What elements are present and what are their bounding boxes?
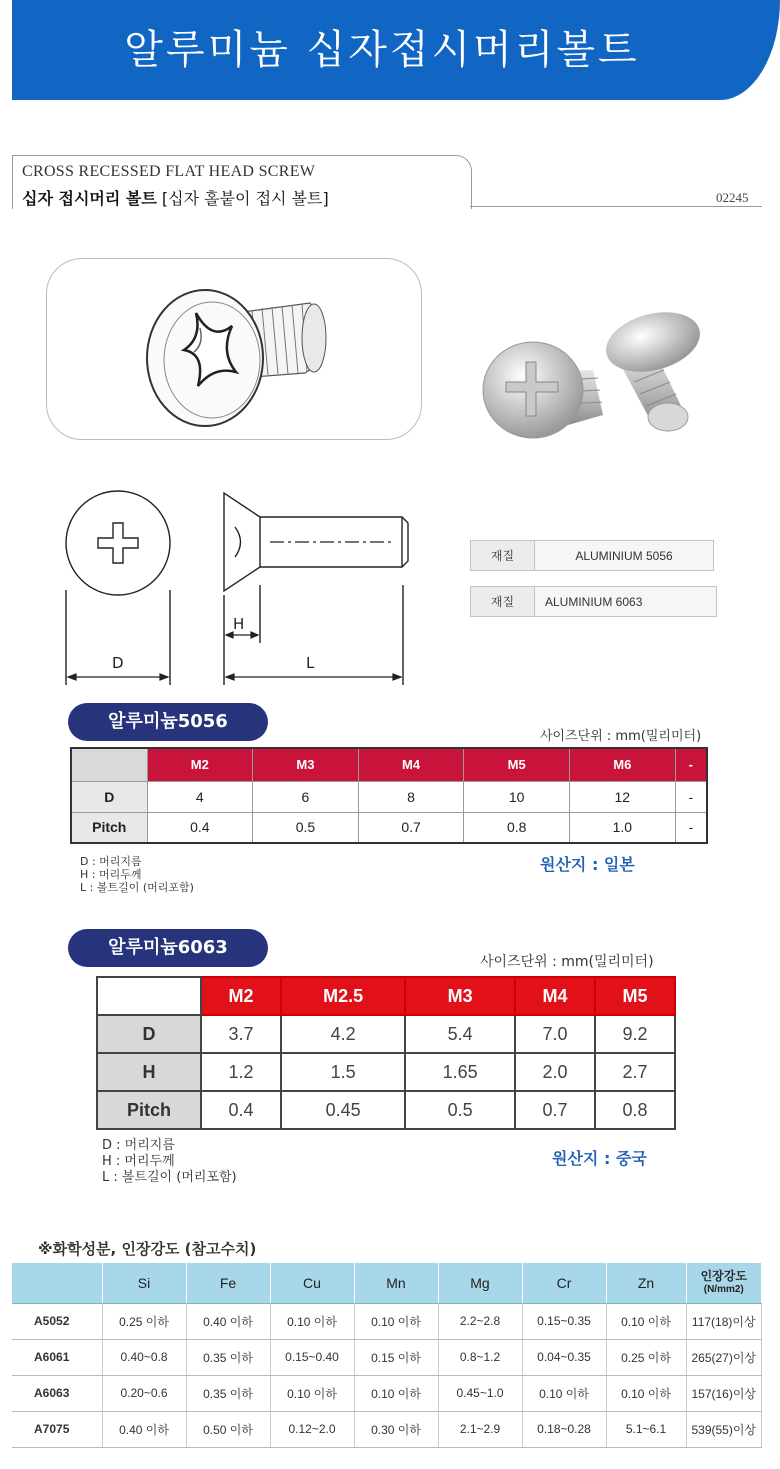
table-cell: 0.15~0.40 <box>270 1339 354 1375</box>
dimension-notes <box>80 855 194 894</box>
table-cell: 0.4 <box>147 812 253 843</box>
table-cell: 539(55)이상 <box>686 1411 762 1447</box>
material-row <box>471 541 714 571</box>
column-header: Fe <box>186 1263 270 1303</box>
row-header: H <box>97 1053 201 1091</box>
column-header: - <box>675 748 707 781</box>
section-label-5056: 알루미늄5056 <box>68 703 268 741</box>
table-cell: 0.04~0.35 <box>522 1339 606 1375</box>
table-row <box>12 1339 762 1375</box>
column-header: M6 <box>570 748 676 781</box>
table-row <box>71 781 707 812</box>
table-row <box>97 1091 675 1129</box>
chemistry-table <box>12 1263 762 1448</box>
table-cell: 0.20~0.6 <box>102 1375 186 1411</box>
table-cell: 5.4 <box>405 1015 515 1053</box>
column-header: Si <box>102 1263 186 1303</box>
product-name-korean-bold: 십자 접시머리 볼트 <box>22 189 157 208</box>
table-cell: 0.25 이하 <box>606 1339 686 1375</box>
section-label-6063: 알루미늄6063 <box>68 929 268 967</box>
table-cell: 7.0 <box>515 1015 595 1053</box>
column-header: Mn <box>354 1263 438 1303</box>
table-cell: 4 <box>147 781 253 812</box>
table-cell: 1.2 <box>201 1053 281 1091</box>
column-header: M3 <box>405 977 515 1015</box>
column-header: M2.5 <box>281 977 405 1015</box>
product-name-korean-sub: [십자 홀붙이 접시 볼트] <box>161 189 329 208</box>
note-line: H : 머리두께 <box>80 868 142 881</box>
table-cell: 0.10 이하 <box>270 1303 354 1339</box>
table-header-row <box>71 748 707 781</box>
table-cell: 157(16)이상 <box>686 1375 762 1411</box>
size-table-5056 <box>70 747 708 844</box>
size-unit-note: 사이즈단위 : mm(밀리미터) <box>540 729 702 744</box>
table-cell: 0.30 이하 <box>354 1411 438 1447</box>
product-name-korean <box>22 186 329 209</box>
dimension-label-h: H <box>233 615 245 633</box>
table-cell: 4.2 <box>281 1015 405 1053</box>
material-row <box>471 587 717 617</box>
note-line: L : 볼트길이 (머리포함) <box>80 881 194 894</box>
column-header-strength <box>686 1263 762 1303</box>
table-cell: 265(27)이상 <box>686 1339 762 1375</box>
table-cell: 0.15~0.35 <box>522 1303 606 1339</box>
origin-label: 원산지 : 일본 <box>540 855 635 874</box>
table-cell: 6 <box>253 781 359 812</box>
column-header: M5 <box>464 748 570 781</box>
column-header: M3 <box>253 748 359 781</box>
table-cell: 0.25 이하 <box>102 1303 186 1339</box>
table-cell: 0.15 이하 <box>354 1339 438 1375</box>
table-cell: 0.50 이하 <box>186 1411 270 1447</box>
table-row <box>71 812 707 843</box>
table-cell: 0.10 이하 <box>606 1375 686 1411</box>
table-cell: 0.5 <box>405 1091 515 1129</box>
material-key: 재질 <box>471 541 535 571</box>
table-cell: 0.10 이하 <box>606 1303 686 1339</box>
row-header: Pitch <box>71 812 147 843</box>
table-cell: 5.1~6.1 <box>606 1411 686 1447</box>
column-header: M2 <box>147 748 253 781</box>
table-cell: 0.10 이하 <box>354 1303 438 1339</box>
size-unit-note: 사이즈단위 : mm(밀리미터) <box>480 954 654 970</box>
table-cell: 0.8 <box>464 812 570 843</box>
table-cell: 1.5 <box>281 1053 405 1091</box>
table-row <box>12 1375 762 1411</box>
chemistry-title: ※화학성분, 인장강도 (참고수치) <box>38 1240 257 1258</box>
table-row <box>12 1411 762 1447</box>
table-cell: 0.8~1.2 <box>438 1339 522 1375</box>
row-header: A6063 <box>12 1375 102 1411</box>
table-cell: 0.10 이하 <box>522 1375 606 1411</box>
table-cell: 12 <box>570 781 676 812</box>
table-cell: 0.7 <box>358 812 464 843</box>
material-value: ALUMINIUM 6063 <box>535 587 717 617</box>
dimension-label-l: L <box>306 654 315 672</box>
table-cell: 0.5 <box>253 812 359 843</box>
table-cell: 2.7 <box>595 1053 675 1091</box>
table-cell: 0.35 이하 <box>186 1339 270 1375</box>
table-cell: 0.40 이하 <box>186 1303 270 1339</box>
table-corner <box>12 1263 102 1303</box>
table-cell: 0.7 <box>515 1091 595 1129</box>
screw-photo-image <box>478 300 728 450</box>
origin-label: 원산지 : 중국 <box>552 1149 647 1168</box>
table-cell: 9.2 <box>595 1015 675 1053</box>
strength-header: 인장강도 <box>700 1268 747 1283</box>
table-cell: 0.45~1.0 <box>438 1375 522 1411</box>
strength-unit: (N/mm2) <box>703 1283 744 1295</box>
table-cell: 8 <box>358 781 464 812</box>
table-cell: 0.40~0.8 <box>102 1339 186 1375</box>
table-cell: 0.10 이하 <box>270 1375 354 1411</box>
column-header: Zn <box>606 1263 686 1303</box>
table-cell: 0.10 이하 <box>354 1375 438 1411</box>
table-cell: 0.35 이하 <box>186 1375 270 1411</box>
note-line: H : 머리두께 <box>102 1154 175 1169</box>
page-title: 알루미늄 십자접시머리볼트 <box>124 27 640 73</box>
note-line: D : 머리지름 <box>102 1138 175 1153</box>
table-cell: 2.2~2.8 <box>438 1303 522 1339</box>
table-row <box>12 1303 762 1339</box>
column-header: M4 <box>515 977 595 1015</box>
table-cell: 0.18~0.28 <box>522 1411 606 1447</box>
row-header: A6061 <box>12 1339 102 1375</box>
note-line: L : 볼트길이 (머리포함) <box>102 1170 237 1185</box>
row-header: Pitch <box>97 1091 201 1129</box>
table-corner <box>71 748 147 781</box>
table-cell: 3.7 <box>201 1015 281 1053</box>
note-line: D : 머리지름 <box>80 855 142 868</box>
table-cell: - <box>675 812 707 843</box>
header-divider <box>470 206 762 208</box>
table-cell: - <box>675 781 707 812</box>
column-header: Cu <box>270 1263 354 1303</box>
column-header: M5 <box>595 977 675 1015</box>
material-value: ALUMINIUM 5056 <box>535 541 714 571</box>
dimension-label-d: D <box>112 654 124 672</box>
table-header-row <box>12 1263 762 1303</box>
product-code: 02245 <box>716 190 749 205</box>
table-corner <box>97 977 201 1015</box>
table-cell: 1.65 <box>405 1053 515 1091</box>
table-cell: 1.0 <box>570 812 676 843</box>
table-row <box>97 1053 675 1091</box>
material-key: 재질 <box>471 587 535 617</box>
table-cell: 0.12~2.0 <box>270 1411 354 1447</box>
screw-sketch-image <box>140 268 340 438</box>
table-cell: 2.1~2.9 <box>438 1411 522 1447</box>
column-header: Cr <box>522 1263 606 1303</box>
table-cell: 0.40 이하 <box>102 1411 186 1447</box>
product-name-english: CROSS RECESSED FLAT HEAD SCREW <box>22 163 316 180</box>
row-header: D <box>97 1015 201 1053</box>
column-header: M2 <box>201 977 281 1015</box>
material-table-2 <box>470 586 717 617</box>
column-header: M4 <box>358 748 464 781</box>
table-cell: 10 <box>464 781 570 812</box>
table-cell: 2.0 <box>515 1053 595 1091</box>
column-header: Mg <box>438 1263 522 1303</box>
dimension-notes <box>102 1138 237 1186</box>
table-cell: 0.4 <box>201 1091 281 1129</box>
table-row <box>97 1015 675 1053</box>
table-cell: 0.8 <box>595 1091 675 1129</box>
table-cell: 117(18)이상 <box>686 1303 762 1339</box>
row-header: A5052 <box>12 1303 102 1339</box>
size-table-6063 <box>96 976 676 1130</box>
row-header: D <box>71 781 147 812</box>
row-header: A7075 <box>12 1411 102 1447</box>
table-header-row <box>97 977 675 1015</box>
material-table-1 <box>470 540 714 571</box>
table-cell: 0.45 <box>281 1091 405 1129</box>
